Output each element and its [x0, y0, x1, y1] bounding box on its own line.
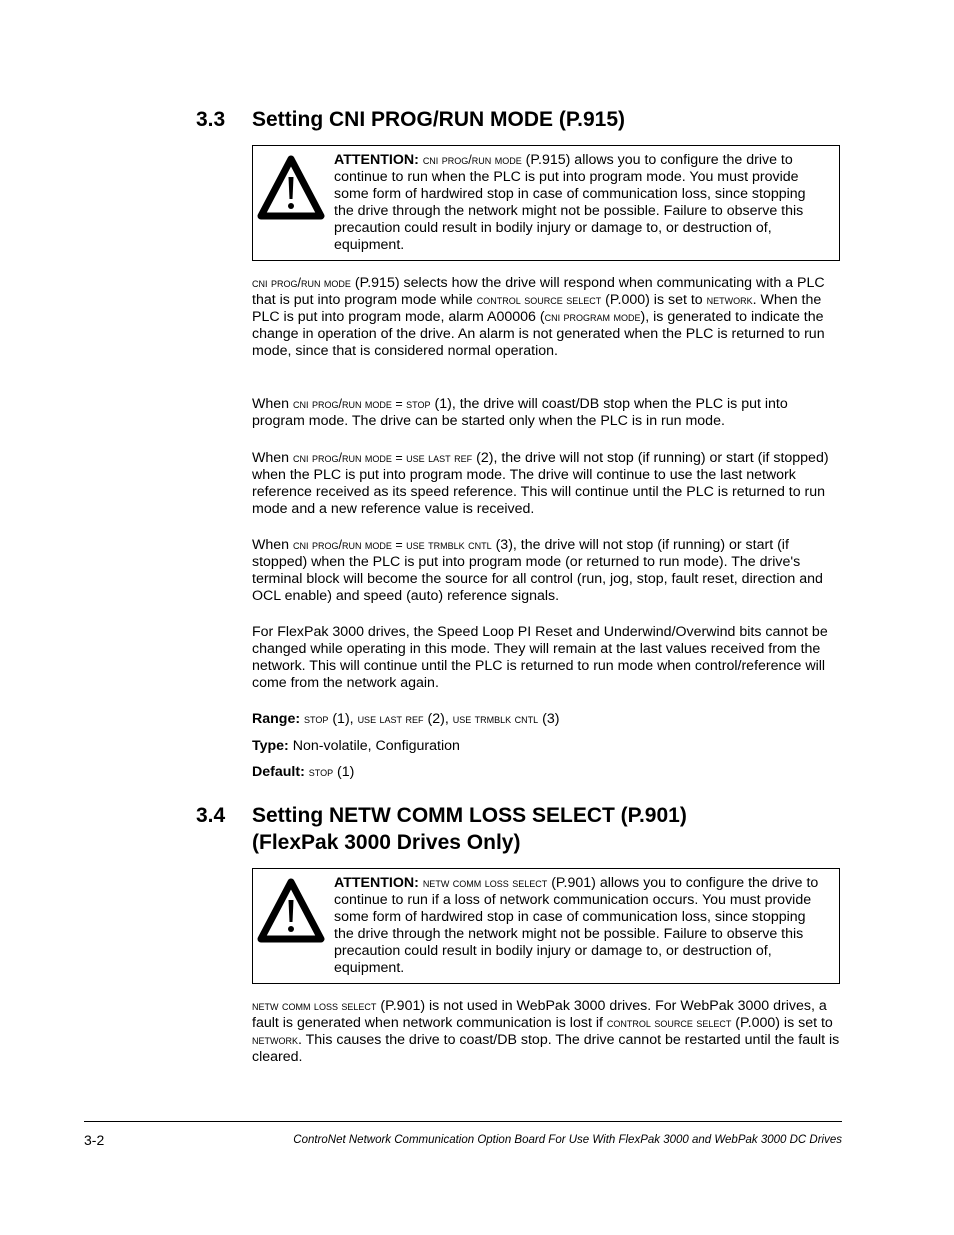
attention-label: ATTENTION:	[334, 152, 419, 168]
text-run: (1)	[333, 764, 355, 780]
paragraph-use-trmblk-cntl	[252, 537, 842, 605]
text-run: . This causes the drive to coast/DB stop. The drive cannot be restarted until the fault is cleared.	[252, 1032, 840, 1065]
paragraph-description	[252, 275, 842, 360]
text-run: (P.915) selects how the drive will respond when communicating with a PLC that is put into program mode while	[252, 275, 825, 308]
text-run: (P.000) is set to	[731, 1015, 833, 1031]
param-name: control source select	[476, 293, 602, 307]
type-value: Non-volatile, Configuration	[288, 738, 460, 754]
param-value: network	[706, 293, 753, 307]
param-setting: cni prog/run mode = use trmblk cntl	[293, 538, 492, 552]
warning-triangle-icon	[257, 878, 325, 944]
paragraph-flexpak-note: For FlexPak 3000 drives, the Speed Loop PI Reset and Underwind/Overwind bits cannot be changed while operating in this mode. They will remain at the last values received from the network. This will continue until the PLC is returned to run mode when control/reference will come from the network again.	[252, 624, 828, 691]
text-run: (1),	[328, 711, 358, 727]
text-run: (2),	[423, 711, 453, 727]
range-value: stop	[304, 712, 329, 726]
text-run: (3), the drive will not stop (if running) or start (if stopped) when the PLC is put into program mode (or returned to run mode). The drive's terminal block will become the source for all control (run, jog, stop, fault reset, direction and OCL enable) and speed (auto) reference signals.	[252, 537, 823, 604]
footer-title: ControNet Network Communication Option Board For Use With FlexPak 3000 and WebPak 3000 DC Drives	[293, 1134, 842, 1146]
paragraph-webpak-note	[252, 998, 842, 1066]
param-name: netw comm loss select	[252, 999, 377, 1013]
page-number: 3-2	[84, 1132, 105, 1148]
text-run: (2), the drive will not stop (if running) or start (if stopped) when the PLC is put into program mode. The drive will continue to use the last network reference received as its speed reference. This will continue until the PLC is returned to run mode and a new reference value is received.	[252, 450, 829, 517]
text-run: (3)	[538, 711, 560, 727]
param-setting: cni prog/run mode = stop	[293, 397, 431, 411]
paragraph-stop-mode	[252, 396, 842, 430]
section-number: 3.3	[196, 108, 226, 131]
param-setting: cni prog/run mode = use last ref	[293, 451, 473, 465]
alarm-name: cni program mode	[544, 310, 641, 324]
attention-label: ATTENTION:	[334, 875, 419, 891]
text-run: ), is generated to indicate the change in operation of the drive. An alarm is not generated when the PLC is returned to run mode, since that is considered normal operation.	[252, 309, 825, 359]
param-name: cni prog/run mode	[252, 276, 351, 290]
attention-box	[252, 145, 840, 261]
text-run: When	[252, 450, 294, 466]
text-run: (P.901) is not used in WebPak 3000 drives. For WebPak 3000 drives, a fault is generated when network communication is lost if	[252, 998, 827, 1031]
param-name: netw comm loss select	[422, 876, 548, 890]
default-label: Default:	[252, 764, 305, 780]
range-line	[252, 711, 842, 728]
range-value: use trmblk cntl	[452, 712, 539, 726]
default-value: stop	[308, 765, 334, 779]
text-run: When	[252, 537, 294, 553]
text-run: When	[252, 396, 294, 412]
text-run: . When the PLC is put into program mode, alarm A00006 (	[252, 292, 822, 325]
section-title-line2: (FlexPak 3000 Drives Only)	[252, 831, 521, 854]
type-line	[252, 738, 842, 755]
paragraph-use-last-ref	[252, 450, 842, 518]
text-run: (1), the drive will coast/DB stop when the PLC is put into program mode. The drive can be started only when the PLC is in run mode.	[252, 396, 788, 429]
section-title: Setting CNI PROG/RUN MODE (P.915)	[252, 108, 625, 131]
default-line	[252, 764, 842, 781]
param-value: network	[252, 1033, 298, 1047]
param-name: cni prog/run mode	[422, 153, 522, 167]
range-label: Range:	[252, 711, 301, 727]
attention-text	[334, 152, 829, 254]
warning-triangle-icon	[257, 155, 325, 221]
param-name: control source select	[606, 1016, 732, 1030]
text-run: (P.000) is set to	[601, 292, 707, 308]
footer-rule	[84, 1121, 842, 1122]
section-title-line1: Setting NETW COMM LOSS SELECT (P.901)	[252, 804, 687, 827]
attention-body: (P.915) allows you to configure the drive to continue to run when the PLC is put into program mode. You must provide some form of hardwired stop in case of communication loss, since stopping the drive through the network might not be possible. Failure to observe this precaution could result in bodily injury or damage to, or destruction of, equipment.	[334, 152, 806, 253]
section-number: 3.4	[196, 804, 226, 827]
range-value: use last ref	[357, 712, 424, 726]
attention-body: (P.901) allows you to configure the drive to continue to run if a loss of network communication occurs. You must provide some form of hardwired stop in case of communication loss, since stopping the drive through the network might not be possible. Failure to observe this precaution could result in bodily injury or damage to, or destruction of, equipment.	[334, 875, 819, 976]
attention-text	[334, 875, 829, 977]
attention-box	[252, 868, 840, 984]
type-label: Type:	[252, 738, 289, 754]
